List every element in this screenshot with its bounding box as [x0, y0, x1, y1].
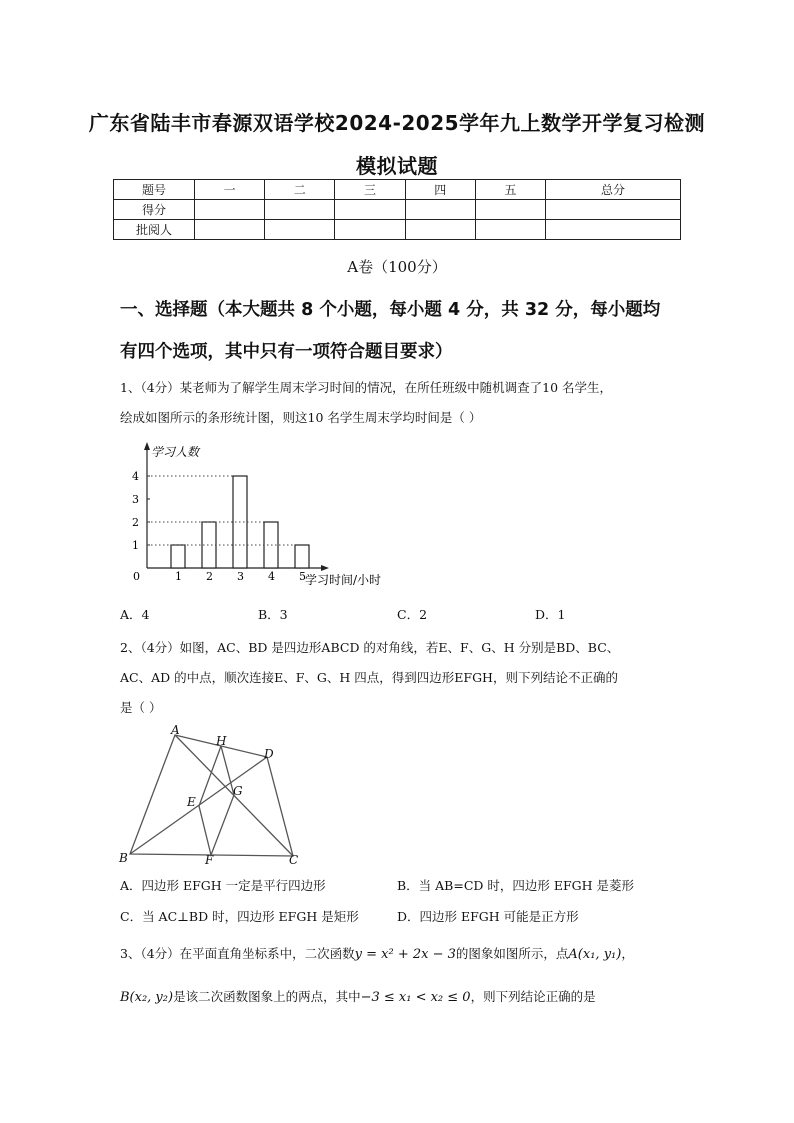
chart-layer	[132, 442, 381, 587]
bar	[171, 545, 185, 568]
q1-option-d[interactable]: D．1	[535, 607, 566, 622]
x-tick-label: 1	[175, 570, 182, 583]
score-table-row	[114, 200, 681, 220]
bar-chart	[125, 438, 405, 590]
q2-option-a[interactable]: A．四边形 EFGH 一定是平行四边形	[120, 878, 326, 893]
score-cell	[195, 200, 265, 220]
q1-option-b[interactable]: B．3	[258, 607, 288, 622]
table-header-cell: 题号	[114, 180, 195, 200]
question-2-text-line2: AC、AD 的中点，顺次连接E、F、G、H 四点，得到四边形EFGH，则下列结论不正确的	[120, 670, 618, 685]
table-row-label: 得分	[114, 200, 195, 220]
table-header-cell: 总分	[546, 180, 681, 200]
score-table-row	[114, 220, 681, 240]
question-3-text: 3、（4分）在平面直角坐标系中，二次函数y = x² + 2x − 3的图象如图所示，点A(x₁, y₁)，	[120, 946, 634, 962]
point-label-a: A	[171, 723, 180, 737]
grader-cell	[195, 220, 265, 240]
q1-option-a[interactable]: A．4	[120, 607, 150, 622]
q2-option-c[interactable]: C．当 AC⊥BD 时，四边形 EFGH 是矩形	[120, 909, 359, 924]
grader-cell	[265, 220, 335, 240]
grader-cell	[405, 220, 475, 240]
point-label-h: H	[216, 734, 227, 748]
score-cell	[335, 200, 405, 220]
y-tick-label: 1	[132, 539, 139, 552]
y-tick-label: 4	[132, 470, 139, 483]
table-header-cell: 一	[195, 180, 265, 200]
score-table	[113, 179, 681, 240]
question-1-text: 1、（4分）某老师为了解学生周末学习时间的情况，在所任班级中随机调查了10 名学生，	[120, 380, 613, 395]
table-header-cell: 三	[335, 180, 405, 200]
q2-option-d[interactable]: D．四边形 EFGH 可能是正方形	[397, 909, 579, 924]
q3-line2-mid: 是该二次函数图象上的两点，其中	[173, 989, 361, 1004]
score-cell	[405, 200, 475, 220]
point-label-g: G	[233, 784, 243, 798]
table-row-label: 批阅人	[114, 220, 195, 240]
q1-option-c[interactable]: C．2	[397, 607, 428, 622]
score-table-header-row	[114, 180, 681, 200]
point-label-e: E	[187, 795, 196, 809]
part-a-heading: A卷（100分）	[347, 258, 447, 276]
y-tick-label: 2	[132, 516, 139, 529]
q3-point-b: B(x₂, y₂)	[120, 990, 174, 1005]
point-label-b: B	[119, 851, 128, 865]
origin-label: 0	[133, 570, 140, 583]
table-header-cell: 五	[475, 180, 545, 200]
q2-option-b[interactable]: B．当 AB=CD 时，四边形 EFGH 是菱形	[397, 878, 635, 893]
point-label-d: D	[264, 747, 274, 761]
grader-cell	[335, 220, 405, 240]
section-heading: 一、选择题（本大题共 8 个小题，每小题 4 分，共 32 分，每小题均	[120, 300, 661, 320]
score-cell	[475, 200, 545, 220]
y-tick-label: 3	[132, 493, 139, 506]
x-tick-label: 3	[237, 570, 244, 583]
quad-efgh	[199, 746, 234, 855]
page-title: 广东省陆丰市春源双语学校2024-2025学年九上数学开学复习检测	[88, 111, 706, 135]
q3-line2-end: ，则下列结论正确的是	[470, 989, 596, 1004]
q3-function: y = x² + 2x − 3	[354, 947, 456, 962]
grader-cell	[475, 220, 545, 240]
table-header-cell: 二	[265, 180, 335, 200]
x-tick-label: 4	[268, 570, 275, 583]
y-axis-label: 学习人数	[151, 445, 200, 459]
q3-point-a: A(x₁, y₁)	[568, 947, 622, 962]
bar	[295, 545, 309, 568]
q3-prefix: 3、（4分）在平面直角坐标系中，二次函数	[120, 946, 355, 961]
point-label-c: C	[289, 853, 299, 867]
section-heading-line2: 有四个选项，其中只有一项符合题目要求）	[120, 342, 453, 362]
x-tick-label: 5	[299, 570, 306, 583]
question-1-text-line2: 绘成如图所示的条形统计图，则这10 名学生周末学均时间是（ ）	[120, 410, 482, 425]
grader-cell	[546, 220, 681, 240]
x-axis-arrow	[321, 565, 329, 571]
y-axis-arrow	[144, 442, 150, 450]
q3-condition: −3 ≤ x₁ < x₂ ≤ 0	[360, 990, 471, 1005]
q3-mid: 的图象如图所示，点	[455, 946, 569, 961]
x-axis-label: 学习时间/小时	[305, 573, 382, 587]
question-2-text-line3: 是（ ）	[120, 700, 162, 715]
question-3-text-line2	[120, 987, 596, 1005]
question-2-text: 2、（4分）如图，AC、BD 是四边形ABCD 的对角线，若E、F、G、H 分别是BD、BC、	[120, 640, 620, 655]
table-header-cell: 四	[405, 180, 475, 200]
page-title-line2: 模拟试题	[356, 154, 438, 178]
quadrilateral-diagram	[115, 722, 315, 867]
x-tick-label: 2	[206, 570, 213, 583]
score-cell	[546, 200, 681, 220]
point-label-f: F	[205, 853, 214, 867]
score-cell	[265, 200, 335, 220]
